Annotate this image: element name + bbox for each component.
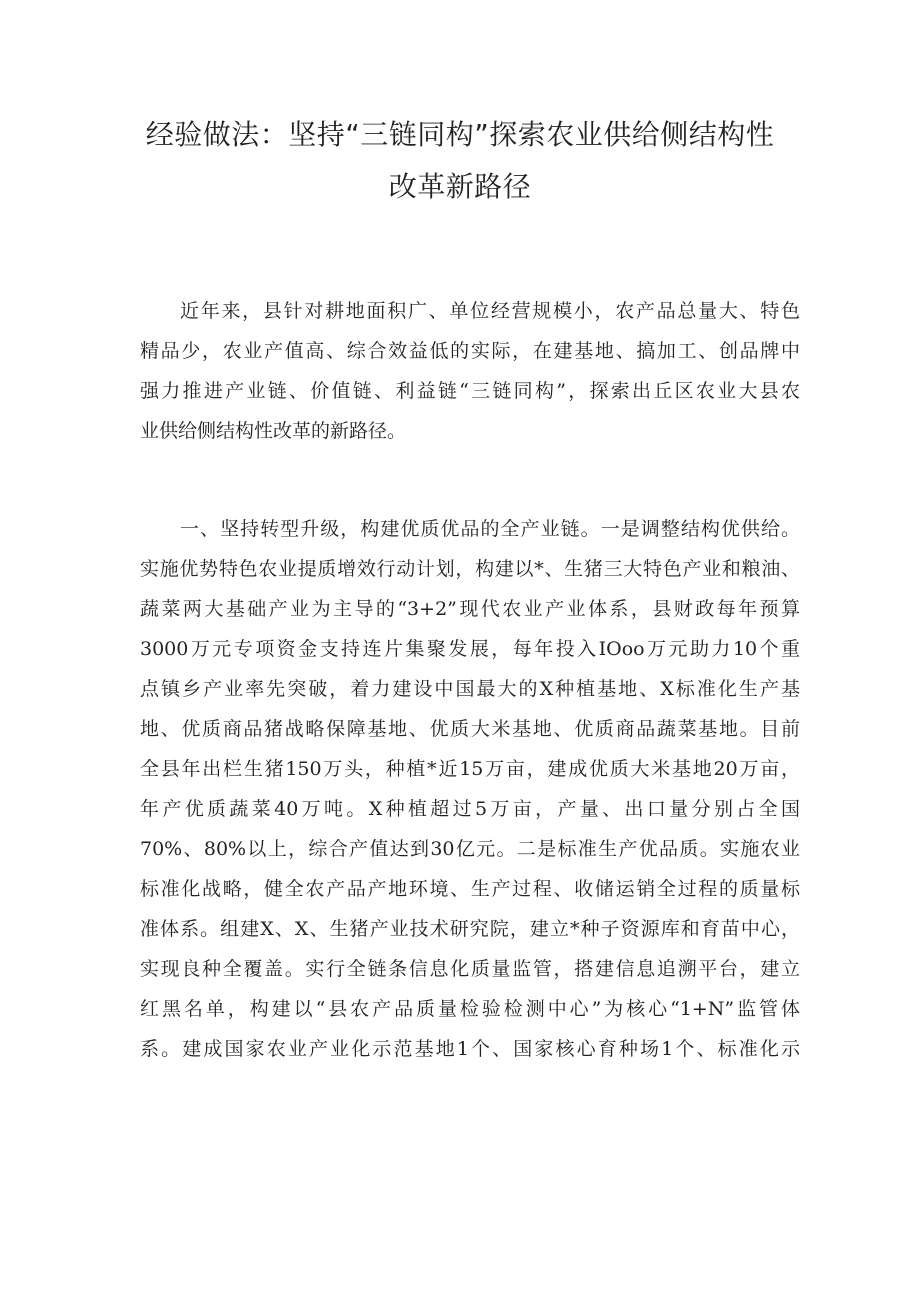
paragraph-line: 近年来，县针对耕地面积广、单位经营规模小，农产品总量大、特色 (180, 300, 800, 322)
paragraph-line: 实现良种全覆盖。实行全链条信息化质量监管，搭建信息追溯平台，建立 (140, 958, 800, 980)
paragraph-line: 标准化战略，健全农产品产地环境、生产过程、收储运销全过程的质量标 (140, 878, 800, 900)
paragraph-intro (140, 291, 800, 451)
paragraph-line: 全县年出栏生猪150万头，种植*近15万亩，建成优质大米基地20万亩， (140, 758, 800, 780)
paragraph-section-one (140, 509, 800, 1069)
paragraph-line: 年产优质蔬菜40万吨。X种植超过5万亩，产量、出口量分别占全国 (140, 798, 800, 820)
paragraph-line: 蔬菜两大基础产业为主导的“3+2”现代农业产业体系，县财政每年预算 (140, 598, 800, 620)
paragraph-line: 地、优质商品猪战略保障基地、优质大米基地、优质商品蔬菜基地。目前 (140, 718, 800, 740)
paragraph-line: 系。建成国家农业产业化示范基地1个、国家核心育种场1个、标准化示 (140, 1038, 800, 1060)
document-title-line-1: 经验做法：坚持“三链同构”探索农业供给侧结构性 (145, 118, 775, 151)
paragraph-line: 红黑名单，构建以“县农产品质量检验检测中心”为核心“1+N”监管体 (140, 998, 800, 1020)
paragraph-line: 准体系。组建X、X、生猪产业技术研究院，建立*种子资源库和育苗中心， (140, 918, 800, 940)
paragraph-line: 一、坚持转型升级，构建优质优品的全产业链。一是调整结构优供给。 (180, 518, 800, 540)
paragraph-line: 点镇乡产业率先突破，着力建设中国最大的X种植基地、X标准化生产基 (140, 678, 800, 700)
document-title-line-2: 改革新路径 (388, 170, 532, 203)
paragraph-line: 强力推进产业链、价值链、利益链“三链同构”，探索出丘区农业大县农 (140, 380, 800, 402)
paragraph-line: 70%、80%以上，综合产值达到30亿元。二是标准生产优品质。实施农业 (140, 838, 800, 860)
paragraph-line: 精品少，农业产值高、综合效益低的实际，在建基地、搞加工、创品牌中 (140, 340, 800, 362)
paragraph-line: 实施优势特色农业提质增效行动计划，构建以*、生猪三大特色产业和粮油、 (140, 558, 800, 580)
paragraph-line: 3000万元专项资金支持连片集聚发展，每年投入IOoo万元助力10个重 (140, 638, 800, 660)
paragraph-line: 业供给侧结构性改革的新路径。 (140, 420, 407, 442)
